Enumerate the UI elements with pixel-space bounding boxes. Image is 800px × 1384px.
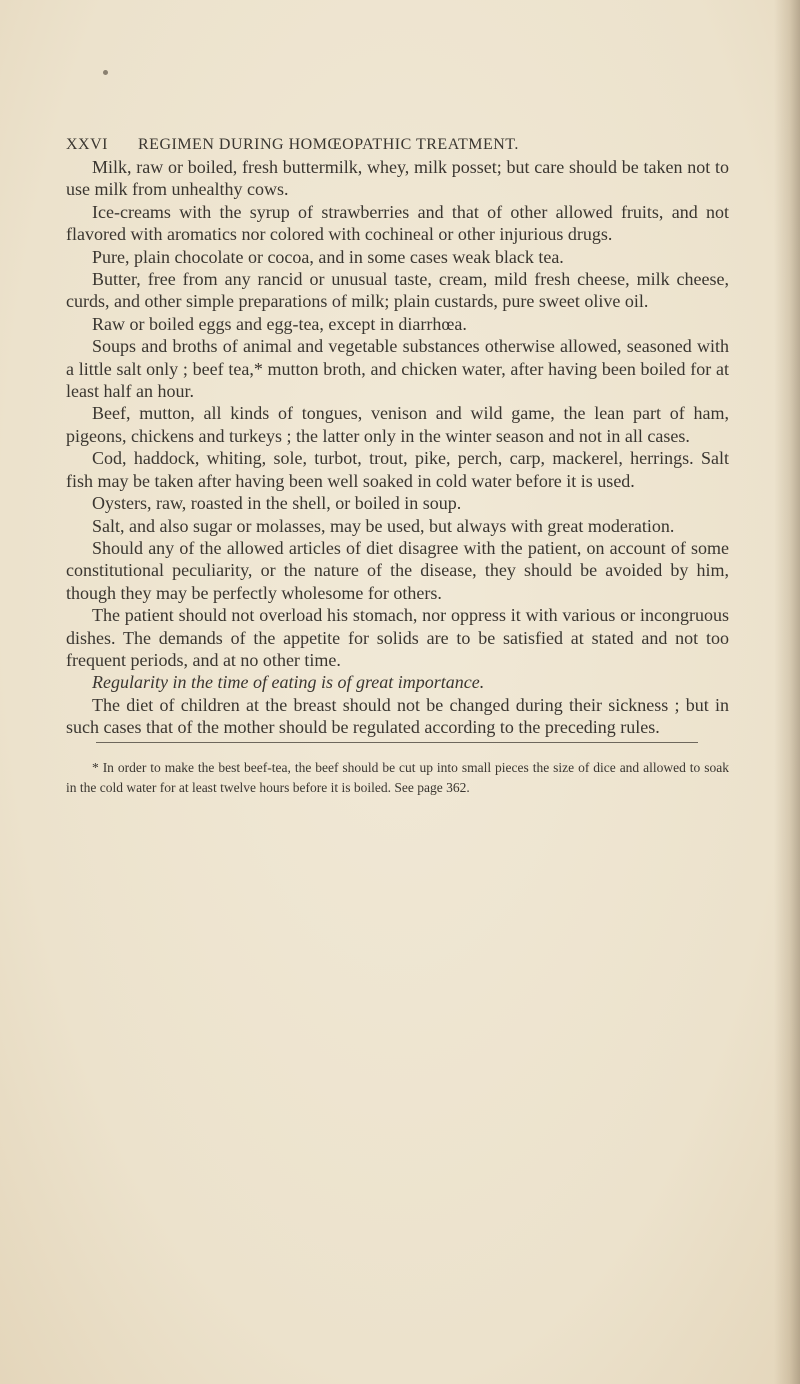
paragraph-disagree: Should any of the allowed articles of diet disagree with the patient, on account of some constitutional peculiarity, or the nature of the disease, they should be avoided by him, though they may be perfectly wholesome for others. (66, 537, 729, 603)
page-edge-shadow (774, 0, 800, 1384)
paragraph-overload: The patient should not overload his stomach, nor oppress it with various or incongruous dishes. The demands of the appetite for solids are to be satisfied at stated and not too frequent periods, and at no other time. (66, 605, 729, 670)
paragraph-fish: Cod, haddock, whiting, sole, turbot, trout, pike, perch, carp, mackerel, herrings. Salt fish may be taken after having been well soaked in cold water before it is used. (66, 448, 729, 491)
footnote-text: * In order to make the best beef-tea, the beef should be cut up into small pieces the size of dice and allowed to soak in the cold water for at least twelve hours before it is boiled. See page 362. (66, 760, 729, 795)
ink-spot (103, 70, 108, 75)
paragraph-eggs: Raw or boiled eggs and egg-tea, except in diarrhœa. (92, 313, 467, 334)
paragraph-butter: Butter, free from any rancid or unusual taste, cream, mild fresh cheese, milk cheese, curds, and other simple preparations of milk; plain custards, pure sweet olive oil. (66, 269, 729, 312)
paragraph-salt: Salt, and also sugar or molasses, may be used, but always with great moderation. (92, 515, 675, 536)
emphasis-line: Regularity in the time of eating is of great importance. (92, 672, 485, 693)
paragraph-milk: Milk, raw or boiled, fresh buttermilk, whey, milk posset; but care should be taken not to use milk from unhealthy cows. (66, 157, 729, 200)
paragraph-meats: Beef, mutton, all kinds of tongues, venison and wild game, the lean part of ham, pigeons, chickens and turkeys ; the latter only in the winter season and not in all cases. (66, 403, 729, 446)
footnote (66, 758, 729, 798)
paragraph-oysters: Oysters, raw, roasted in the shell, or boiled in soup. (92, 493, 462, 514)
paragraph-children: The diet of children at the breast should not be changed during their sickness ; but in such cases that of the mother should be regulated according to the preceding rules. (66, 694, 729, 738)
paragraph-ice-creams: Ice-creams with the syrup of strawberries and that of other allowed fruits, and not flavored with aromatics nor colored with cochineal or other injurious drugs. (66, 201, 729, 245)
paragraph-soups: Soups and broths of animal and vegetable substances otherwise allowed, seasoned with a little salt only ; beef tea,* mutton broth, and chicken water, after having been boiled for at least half an hour. (66, 336, 729, 402)
running-title: REGIMEN DURING HOMŒOPATHIC TREATMENT. (138, 136, 519, 153)
paragraph-chocolate: Pure, plain chocolate or cocoa, and in some cases weak black tea. (92, 246, 564, 267)
body-text (66, 156, 729, 739)
footnote-divider (96, 742, 698, 743)
page-number: XXVI (66, 136, 108, 153)
